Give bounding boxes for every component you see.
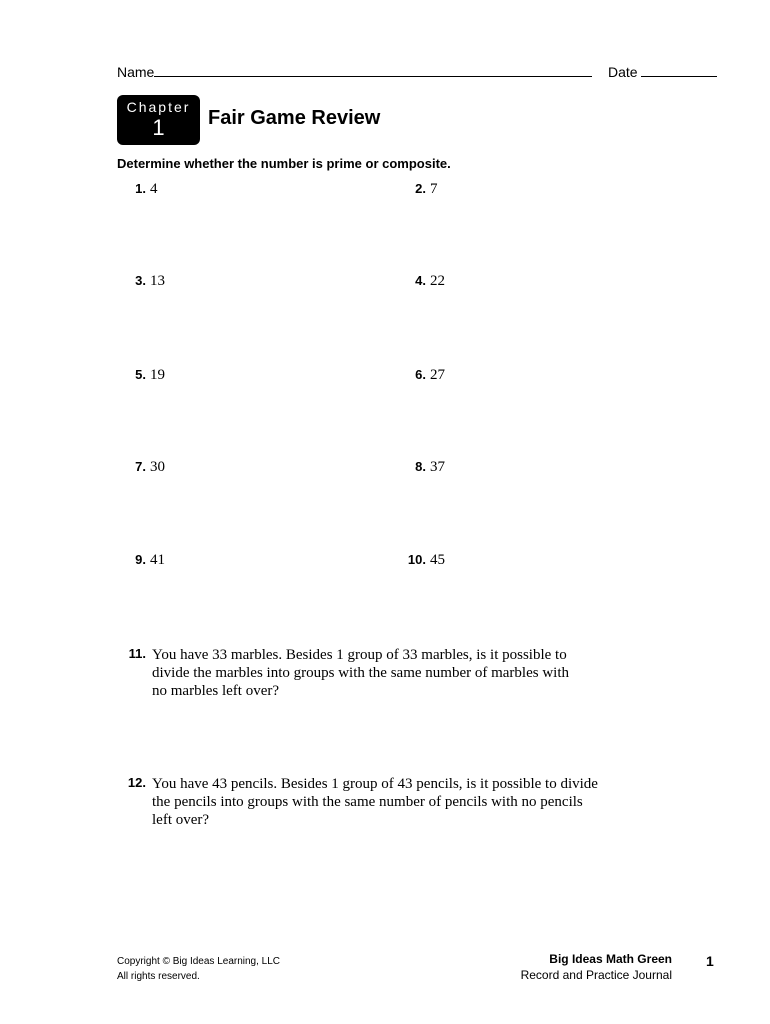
problem-value: 7 [430,181,438,197]
problem-number: 12. [127,775,146,790]
problem-text-line: You have 43 pencils. Besides 1 group of 43 pencils, is it possible to divide [152,776,598,792]
date-field[interactable] [608,64,717,80]
name-field[interactable] [117,64,592,80]
problem-5 [124,367,165,384]
problem-6 [404,367,445,384]
problem-value: 19 [150,367,165,383]
problem-2 [404,181,438,198]
page-number: 1 [706,953,714,969]
problem-text-line: the pencils into groups with the same number of pencils with no pencils [152,794,583,810]
problem-7 [124,459,165,476]
problem-number: 5. [135,367,146,382]
chapter-word: Chapter [126,99,191,115]
problem-value: 30 [150,459,165,475]
problem-value: 13 [150,273,165,289]
problem-number: 7. [135,459,146,474]
problem-value: 41 [150,552,165,568]
problem-value: 22 [430,273,445,289]
rights-line: All rights reserved. [117,971,200,982]
word-problem-11 [124,646,604,699]
problem-number: 6. [415,367,426,382]
name-label: Name [117,64,155,80]
problem-value: 45 [430,552,445,568]
problem-number: 1. [135,181,146,196]
problem-number: 2. [415,181,426,196]
problem-text [152,775,612,829]
copyright-line: Copyright © Big Ideas Learning, LLC [117,956,281,967]
problem-number: 10. [407,552,426,567]
problem-text [152,646,612,700]
book-title: Big Ideas Math Green [549,952,672,966]
date-blank-line[interactable] [641,64,717,77]
chapter-number: 1 [152,115,165,140]
problem-text-line: left over? [152,812,210,828]
problem-number: 8. [415,459,426,474]
book-info [480,951,672,983]
page-title: Fair Game Review [208,107,381,129]
problem-1 [124,181,158,198]
problem-8 [404,459,445,476]
problem-number: 9. [135,552,146,567]
problem-10 [404,552,445,569]
word-problem-12 [124,775,604,828]
problem-3 [124,273,165,290]
problem-number: 4. [415,273,426,288]
problem-value: 4 [150,181,158,197]
book-subtitle: Record and Practice Journal [520,968,672,982]
problem-number: 11. [128,646,146,661]
date-label: Date [608,64,638,80]
problem-9 [124,552,165,569]
instructions: Determine whether the number is prime or composite. [117,156,451,171]
problem-4 [404,273,445,290]
problem-text-line: You have 33 marbles. Besides 1 group of 33 marbles, is it possible to [152,647,567,663]
problem-value: 37 [430,459,445,475]
name-blank-line[interactable] [154,64,592,77]
copyright-notice [117,954,280,984]
problem-value: 27 [430,367,445,383]
problem-number: 3. [135,273,146,288]
problem-text-line: no marbles left over? [152,683,280,699]
chapter-badge [117,95,200,145]
problem-text-line: divide the marbles into groups with the same number of marbles with [152,665,569,681]
